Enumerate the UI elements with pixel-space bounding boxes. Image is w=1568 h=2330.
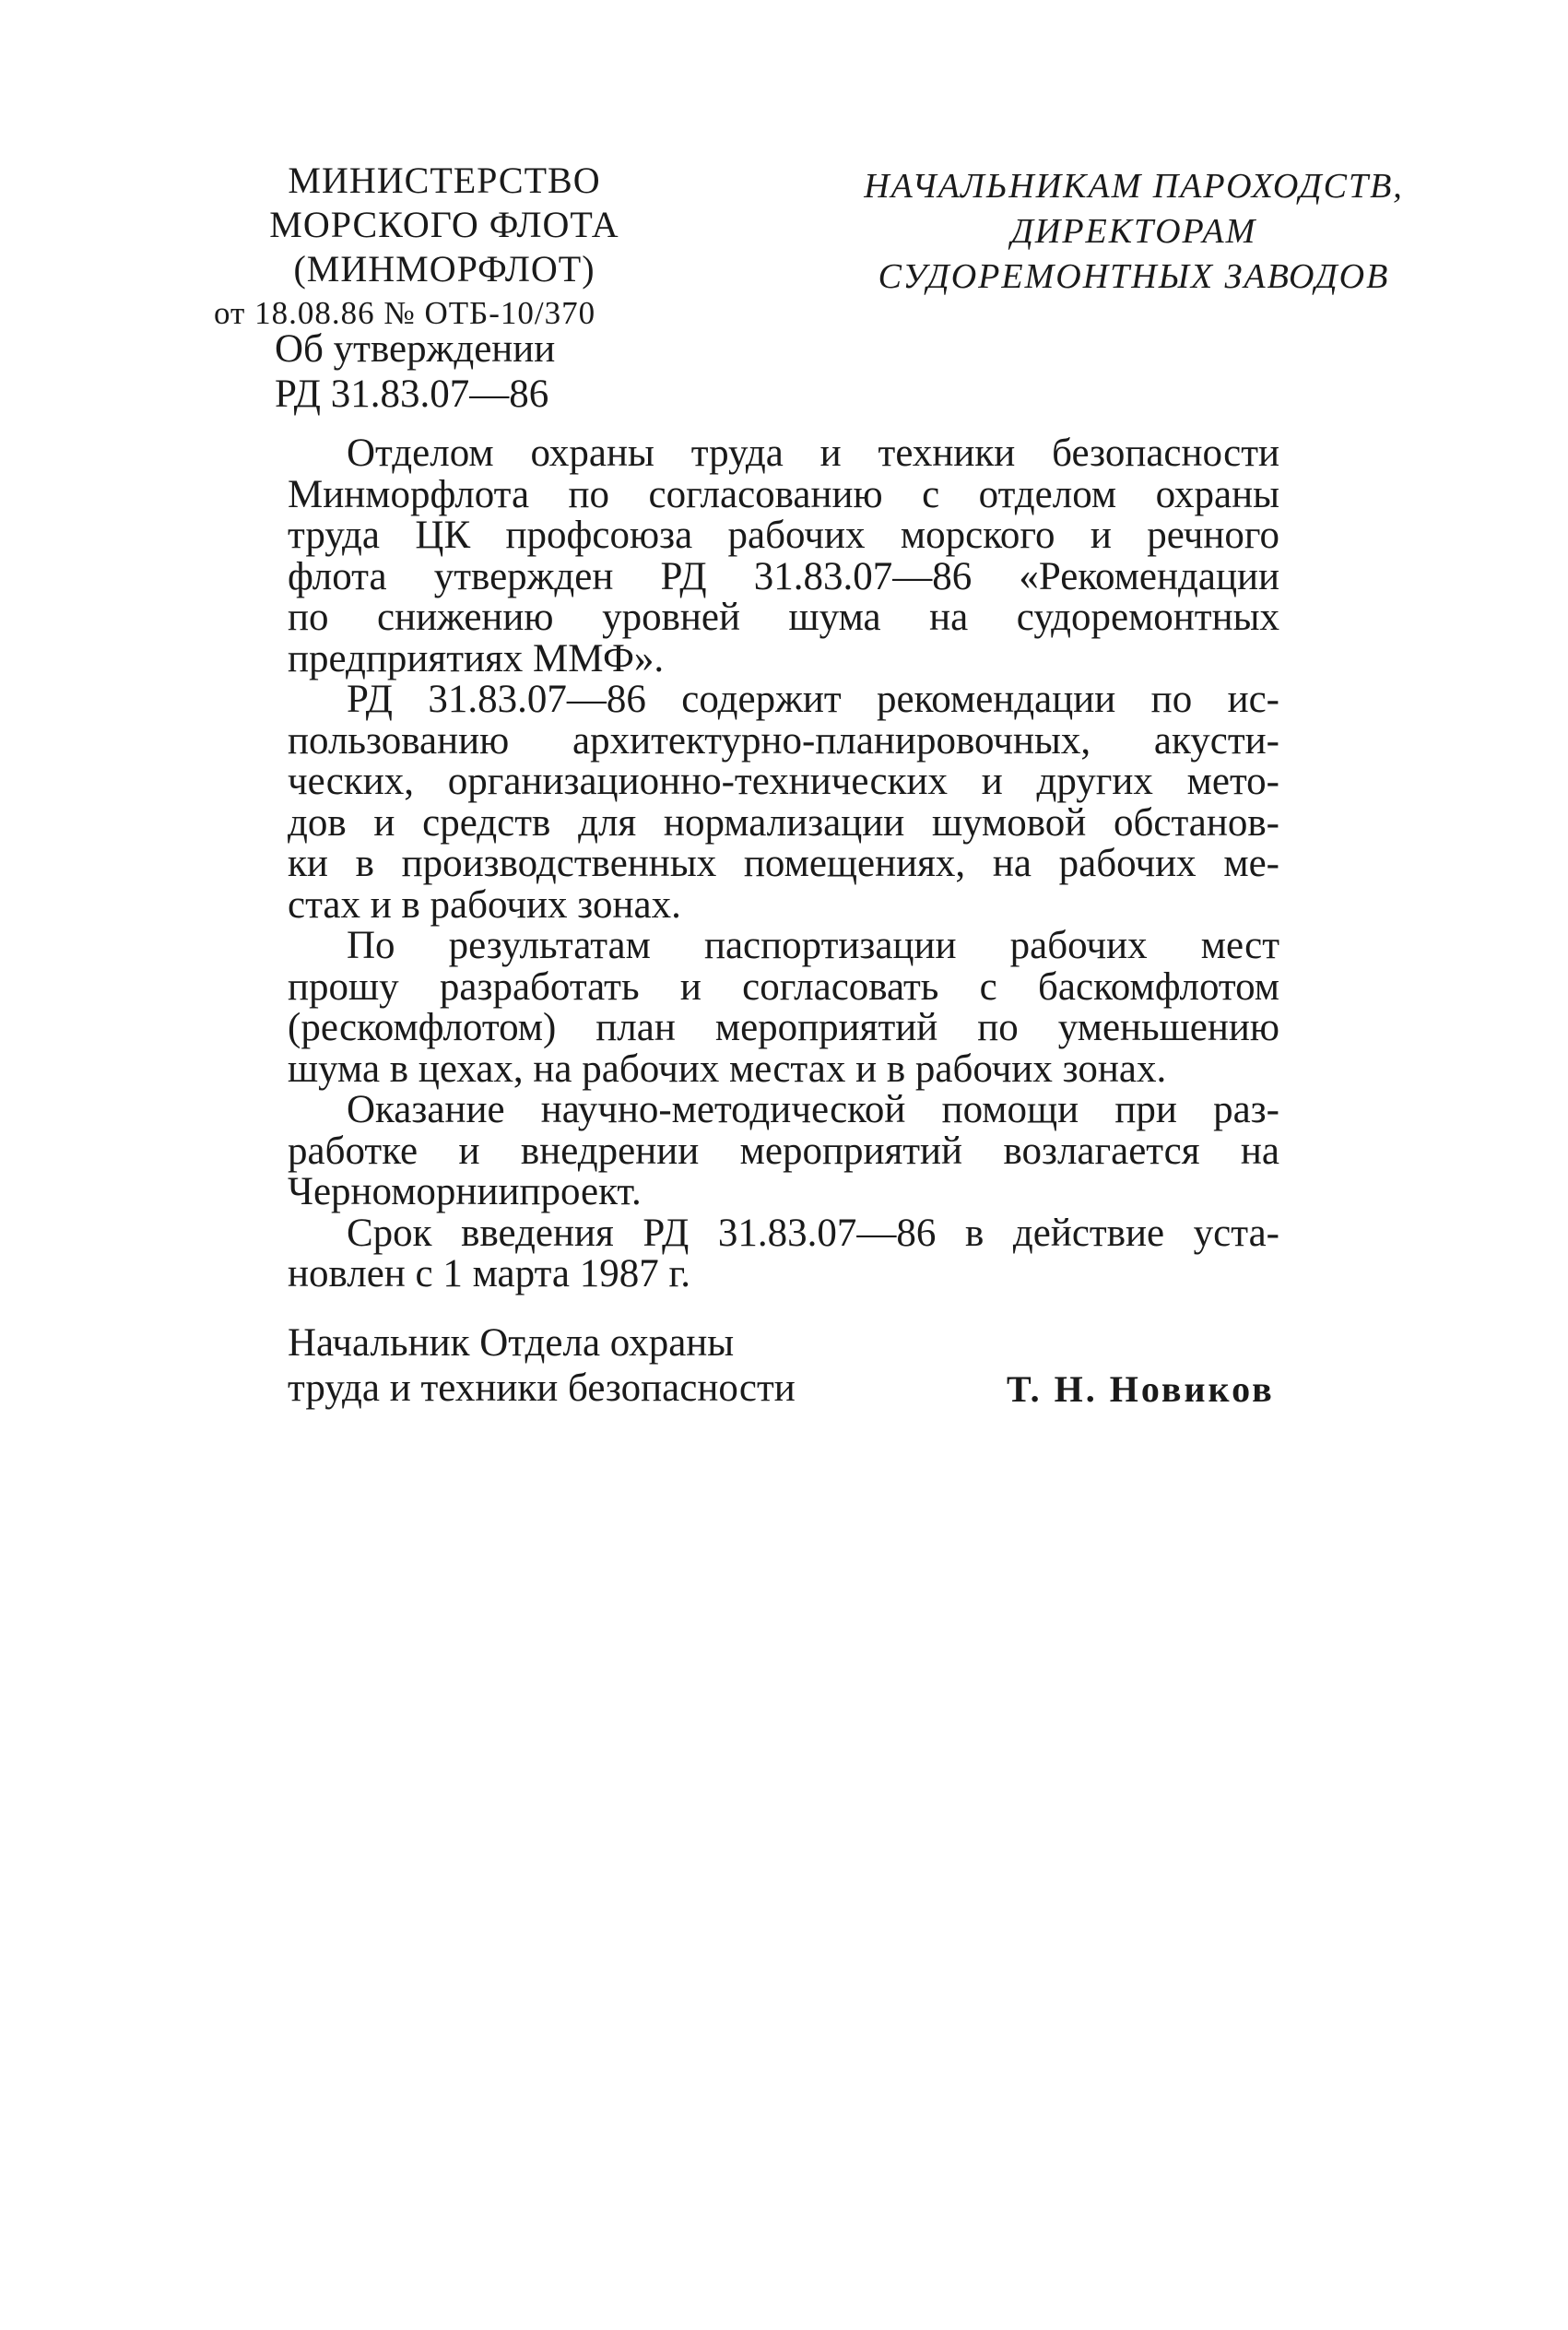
body-line: По результатам паспортизации рабочих мест xyxy=(347,924,1279,967)
body-line: Отделом охраны труда и техники безопасности xyxy=(347,432,1279,475)
body-paragraph xyxy=(288,680,1279,926)
addressee-line: СУДОРЕМОНТНЫХ ЗАВОДОВ xyxy=(878,257,1390,296)
body-line: Оказание научно-методической помощи при раз- xyxy=(347,1088,1279,1131)
body-line: предприятиях ММФ». xyxy=(288,636,665,680)
signatory-title xyxy=(288,1320,796,1411)
signatory-title-line: Начальник Отдела охраны xyxy=(288,1321,735,1365)
body-line: шума в цехах, на рабочих местах и в рабочих зонах. xyxy=(288,1047,1167,1091)
body-line: флота утвержден РД 31.83.07—86 «Рекомендации xyxy=(288,554,1279,598)
body-line: РД 31.83.07—86 содержит рекомендации по ис- xyxy=(347,678,1279,721)
body-paragraph xyxy=(288,926,1279,1090)
body-line: ческих, организационно-технических и других мето- xyxy=(288,760,1279,803)
body-line: ки в производственных помещениях, на рабочих ме- xyxy=(288,842,1279,885)
body-line: новлен с 1 марта 1987 г. xyxy=(288,1252,691,1295)
subject-line: РД 31.83.07—86 xyxy=(275,373,549,416)
body-paragraph xyxy=(288,433,1279,680)
body-line: Черноморниипроект. xyxy=(288,1170,642,1213)
body-line: работке и внедрении мероприятий возлагается на xyxy=(288,1129,1279,1173)
addressee-line: ДИРЕКТОРАМ xyxy=(1010,212,1257,251)
body-line: дов и средств для нормализации шумовой обстанов- xyxy=(288,800,1279,845)
body-line: по снижению уровней шума на судоремонтных xyxy=(288,596,1279,639)
body-line: труда ЦК профсоюза рабочих морского и речного xyxy=(288,514,1279,557)
body-line: пользованию архитектурно-планировочных, акусти- xyxy=(288,718,1279,763)
body-line: Срок введения РД 31.83.07—86 в действие уста- xyxy=(347,1211,1279,1255)
issuer-line: МИНИСТЕРСТВО xyxy=(288,160,601,201)
issuer-line: (МИНМОРФЛОТ) xyxy=(293,248,595,290)
body-paragraph xyxy=(288,1213,1279,1295)
document-date-number: от 18.08.86 № ОТБ-10/370 xyxy=(214,295,596,331)
letter-body xyxy=(288,433,1279,1295)
signatory-title-line: труда и техники безопасности xyxy=(288,1366,796,1410)
body-line: Минморфлота по согласованию с отделом охраны xyxy=(288,472,1279,516)
issuer-line: МОРСКОГО ФЛОТА xyxy=(269,204,619,245)
body-line: (рескомфлотом) план мероприятий по уменьшению xyxy=(288,1006,1279,1049)
body-line: стах и в рабочих зонах. xyxy=(288,882,681,927)
addressee-line: НАЧАЛЬНИКАМ ПАРОХОДСТВ, xyxy=(864,167,1404,206)
body-paragraph xyxy=(288,1090,1279,1213)
body-line: прошу разработать и согласовать с баскомфлотом xyxy=(288,964,1279,1009)
subject-line: Об утверждении xyxy=(275,327,556,371)
subject-block xyxy=(275,326,555,417)
signatory-name: Т. Н. Новиков xyxy=(1007,1368,1275,1410)
issuer-block xyxy=(214,159,675,336)
addressee-block xyxy=(830,164,1438,300)
